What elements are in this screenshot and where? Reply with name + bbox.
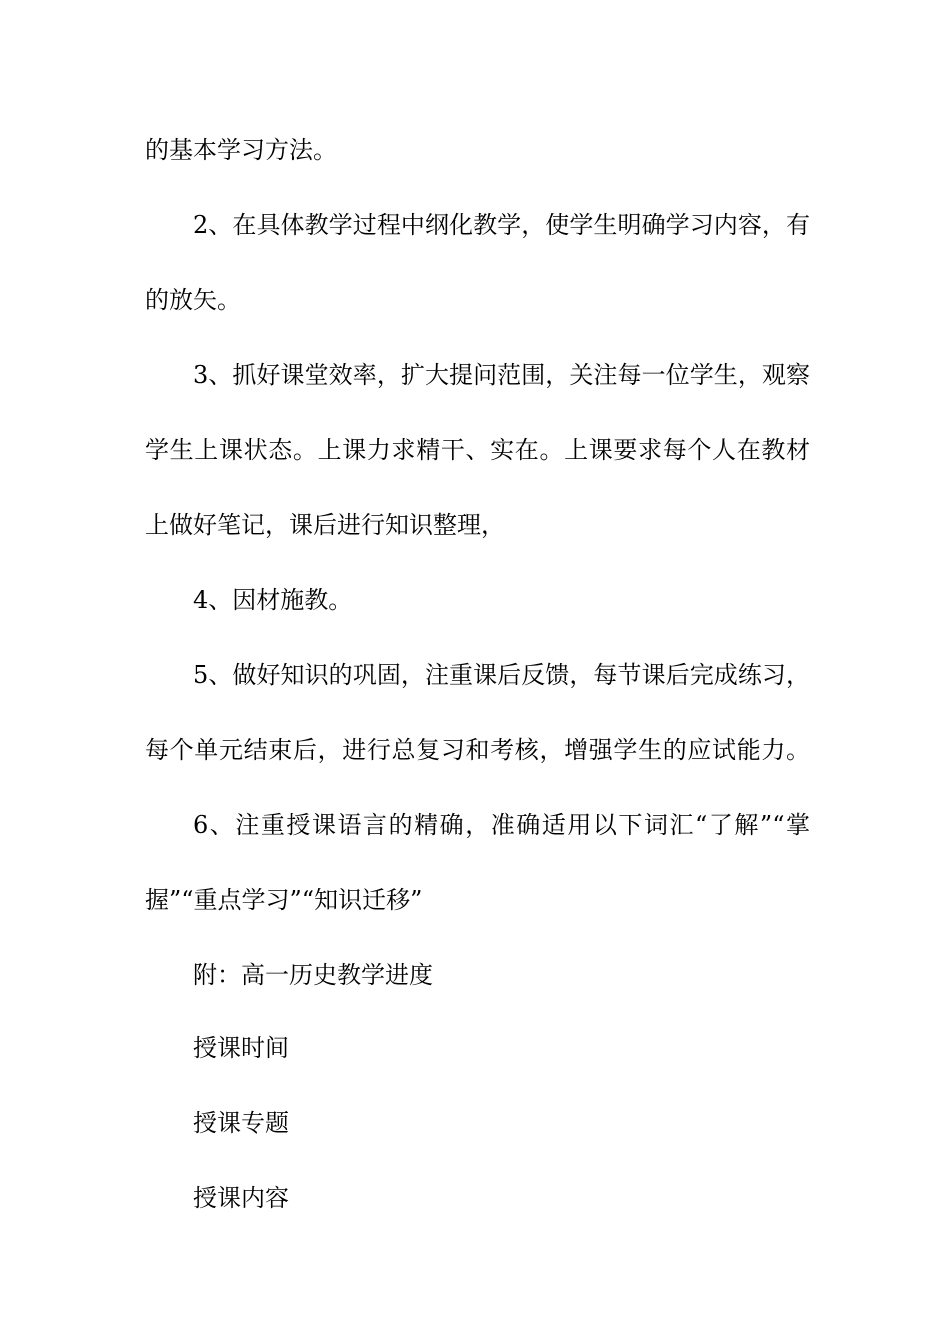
text-line: 的放矢。 bbox=[145, 286, 241, 314]
text-line: 授课内容 bbox=[193, 1184, 289, 1212]
text-line: 5、做好知识的巩固，注重课后反馈，每节课后完成练习， bbox=[193, 661, 810, 689]
text-line: 授课专题 bbox=[193, 1109, 289, 1137]
text-line: 上做好笔记，课后进行知识整理， bbox=[145, 511, 505, 539]
text-line: 每个单元结束后，进行总复习和考核，增强学生的应试能力。 bbox=[145, 736, 810, 764]
text-line: 的基本学习方法。 bbox=[145, 136, 337, 164]
text-line: 学生上课状态。上课力求精干、实在。上课要求每个人在教材 bbox=[145, 436, 810, 464]
text-line: 握”“重点学习”“知识迁移” bbox=[145, 886, 423, 914]
text-line: 授课时间 bbox=[193, 1034, 289, 1062]
text-line: 2、在具体教学过程中纲化教学，使学生明确学习内容，有 bbox=[193, 211, 810, 239]
text-line: 附：高一历史教学进度 bbox=[193, 961, 433, 989]
text-line: 3、抓好课堂效率，扩大提问范围，关注每一位学生，观察 bbox=[193, 361, 810, 389]
text-line: 6、注重授课语言的精确，准确适用以下词汇“了解”“掌 bbox=[193, 811, 810, 839]
text-line: 4、因材施教。 bbox=[193, 586, 353, 614]
